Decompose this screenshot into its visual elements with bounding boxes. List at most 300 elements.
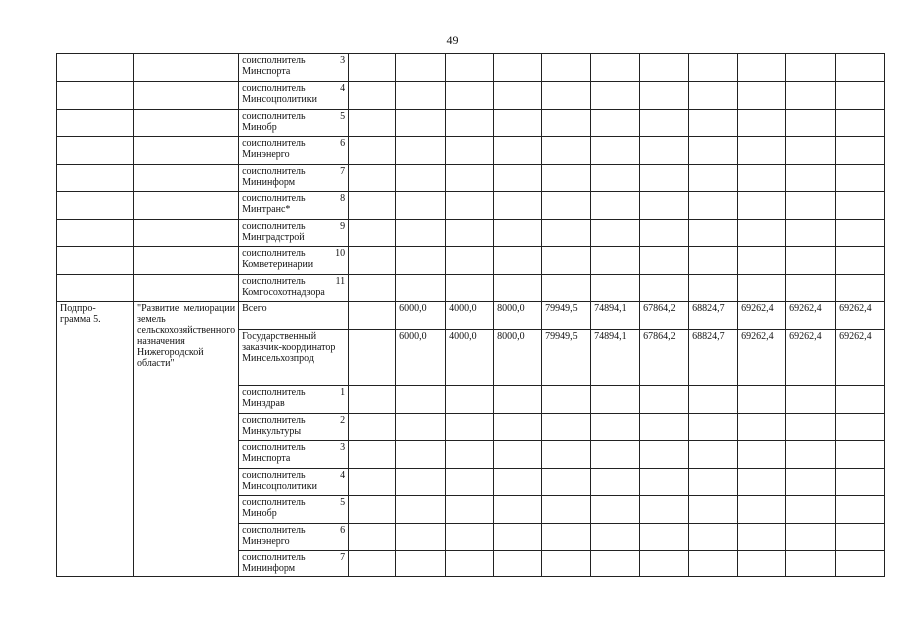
empty-value-cell (542, 137, 591, 165)
empty-value-cell (786, 496, 836, 524)
executor-org: Минтранс* (242, 204, 291, 215)
empty-value-cell (738, 496, 786, 524)
empty-value-cell (738, 413, 786, 441)
empty-value-cell (396, 413, 446, 441)
empty-value-cell (349, 274, 396, 302)
executor-line (242, 221, 345, 232)
empty-value-cell (494, 468, 542, 496)
empty-value-cell (349, 441, 396, 469)
empty-value-cell (836, 109, 885, 137)
executor-line (242, 442, 345, 453)
executor-role: соисполнитель (242, 165, 306, 177)
executor-org: Мининформ (242, 176, 296, 188)
empty-value-cell (494, 82, 542, 110)
empty-value-cell (786, 247, 836, 275)
total-value-cell: 8000,0 (494, 302, 542, 330)
empty-value-cell (738, 468, 786, 496)
empty-value-cell (396, 82, 446, 110)
empty-value-cell (349, 551, 396, 577)
empty-value-cell (494, 523, 542, 551)
empty-value-cell (446, 413, 494, 441)
empty-value-cell (689, 386, 738, 414)
empty-value-cell (396, 386, 446, 414)
empty-value-cell (836, 54, 885, 82)
subprogram-label-line1: Подпро- (60, 303, 96, 314)
empty-value-cell (542, 219, 591, 247)
customer-value-cell: 69262,4 (738, 330, 786, 386)
executor-role: соисполнитель (242, 497, 306, 508)
total-value-cell: 67864,2 (640, 302, 689, 330)
empty-value-cell (640, 109, 689, 137)
table-row (57, 82, 885, 110)
executor-line (242, 111, 345, 122)
description-cell-empty (134, 247, 239, 275)
total-value-cell: 74894,1 (591, 302, 640, 330)
executor-role: соисполнитель (242, 552, 306, 563)
empty-value-cell (396, 441, 446, 469)
empty-value-cell (786, 164, 836, 192)
empty-value-cell (786, 551, 836, 577)
customer-value-cell: 6000,0 (396, 330, 446, 386)
empty-value-cell (396, 54, 446, 82)
empty-value-cell (738, 82, 786, 110)
empty-value-cell (349, 54, 396, 82)
empty-value-cell (640, 386, 689, 414)
description-cell-empty (134, 192, 239, 220)
empty-value-cell (446, 164, 494, 192)
empty-value-cell (446, 192, 494, 220)
executor-role: соисполнитель (242, 110, 306, 122)
empty-value-cell (349, 82, 396, 110)
customer-value-cell: 8000,0 (494, 330, 542, 386)
empty-value-cell (836, 413, 885, 441)
executor-role: соисполнитель (242, 248, 306, 259)
empty-value-cell (591, 441, 640, 469)
executor-cell (239, 164, 349, 192)
empty-value-cell (446, 468, 494, 496)
empty-value-cell (786, 441, 836, 469)
empty-value-cell (689, 192, 738, 220)
empty-value-cell (591, 219, 640, 247)
empty-value-cell (836, 386, 885, 414)
empty-value-cell (542, 523, 591, 551)
empty-value-cell (446, 82, 494, 110)
empty-value-cell (689, 441, 738, 469)
empty-value-cell (542, 551, 591, 577)
empty-value-cell (786, 468, 836, 496)
empty-value-cell (689, 413, 738, 441)
total-value-cell: 79949,5 (542, 302, 591, 330)
executor-cell (239, 247, 349, 275)
empty-value-cell (494, 386, 542, 414)
subprogram-description: "Развитие мелиорации земель сельскохозяйственного назначения Нижегородской области" (134, 302, 239, 577)
executor-org: Комгосохотнадзора (242, 286, 325, 298)
executor-line (242, 276, 345, 287)
total-value-cell: 69262,4 (786, 302, 836, 330)
empty-value-cell (738, 274, 786, 302)
empty-value-cell (542, 274, 591, 302)
executor-cell (239, 137, 349, 165)
empty-value-cell (640, 523, 689, 551)
empty-value-cell (640, 441, 689, 469)
empty-value-cell (786, 109, 836, 137)
executor-index: 7 (340, 165, 346, 177)
executor-org: Минздрав (242, 398, 285, 409)
empty-value-cell (786, 137, 836, 165)
executor-org: Минкультуры (242, 425, 302, 437)
empty-value-cell (836, 468, 885, 496)
executor-index: 4 (340, 469, 346, 481)
empty-value-cell (446, 386, 494, 414)
page-number: 49 (446, 33, 459, 47)
empty-value-cell (640, 164, 689, 192)
empty-value-cell (591, 164, 640, 192)
customer-value-cell: 69262,4 (836, 330, 885, 386)
customer-value-cell: 4000,0 (446, 330, 494, 386)
executor-line (242, 166, 345, 177)
description-cell-empty (134, 54, 239, 82)
table-row (57, 192, 885, 220)
empty-value-cell (640, 468, 689, 496)
empty-value-cell (786, 523, 836, 551)
executor-org: Минсоцполитики (242, 94, 317, 105)
executor-org: Минэнерго (242, 149, 290, 160)
total-value-cell (349, 302, 396, 330)
executor-line (242, 193, 345, 204)
total-label: Всего (239, 302, 349, 330)
empty-value-cell (689, 247, 738, 275)
empty-value-cell (542, 413, 591, 441)
customer-value-cell (349, 330, 396, 386)
executor-line (242, 470, 345, 481)
empty-value-cell (396, 164, 446, 192)
empty-value-cell (542, 386, 591, 414)
empty-value-cell (738, 551, 786, 577)
empty-value-cell (349, 468, 396, 496)
empty-value-cell (640, 137, 689, 165)
executor-org: Минспорта (242, 66, 291, 77)
executor-cell (239, 523, 349, 551)
table-row (57, 219, 885, 247)
executor-index: 9 (340, 220, 346, 232)
empty-value-cell (494, 164, 542, 192)
empty-value-cell (640, 274, 689, 302)
executor-index: 6 (340, 138, 346, 149)
executor-cell (239, 192, 349, 220)
empty-value-cell (396, 523, 446, 551)
empty-value-cell (738, 247, 786, 275)
table-row (57, 247, 885, 275)
empty-value-cell (738, 192, 786, 220)
executor-cell (239, 274, 349, 302)
executor-index: 2 (340, 414, 346, 426)
empty-value-cell (396, 219, 446, 247)
executor-index: 10 (335, 248, 346, 259)
empty-value-cell (494, 192, 542, 220)
empty-value-cell (689, 137, 738, 165)
executor-org: Минобр (242, 508, 277, 519)
empty-value-cell (396, 468, 446, 496)
executor-role: соисполнитель (242, 275, 306, 287)
executor-org: Минсоцполитики (242, 480, 317, 492)
description-cell-empty (134, 274, 239, 302)
empty-value-cell (689, 523, 738, 551)
empty-value-cell (494, 551, 542, 577)
empty-value-cell (738, 219, 786, 247)
executor-cell (239, 413, 349, 441)
subprogram-label-line2: грамма 5. (60, 314, 101, 325)
empty-value-cell (446, 441, 494, 469)
empty-value-cell (786, 82, 836, 110)
program-cell-empty (57, 219, 134, 247)
empty-value-cell (396, 109, 446, 137)
empty-value-cell (689, 164, 738, 192)
executor-index: 1 (340, 387, 346, 398)
empty-value-cell (494, 274, 542, 302)
empty-value-cell (836, 192, 885, 220)
executor-index: 11 (335, 275, 346, 287)
executor-index: 8 (340, 193, 346, 204)
empty-value-cell (494, 219, 542, 247)
empty-value-cell (836, 274, 885, 302)
executor-line (242, 55, 345, 66)
empty-value-cell (542, 247, 591, 275)
empty-value-cell (446, 523, 494, 551)
empty-value-cell (640, 192, 689, 220)
empty-value-cell (591, 274, 640, 302)
empty-value-cell (446, 551, 494, 577)
customer-value-cell: 67864,2 (640, 330, 689, 386)
empty-value-cell (494, 413, 542, 441)
empty-value-cell (738, 523, 786, 551)
empty-value-cell (349, 413, 396, 441)
executor-line (242, 525, 345, 536)
empty-value-cell (689, 219, 738, 247)
empty-value-cell (836, 164, 885, 192)
empty-value-cell (396, 192, 446, 220)
empty-value-cell (591, 109, 640, 137)
description-cell-empty (134, 82, 239, 110)
executor-cell (239, 441, 349, 469)
executor-line (242, 138, 345, 149)
empty-value-cell (591, 496, 640, 524)
empty-value-cell (349, 137, 396, 165)
empty-value-cell (836, 247, 885, 275)
description-cell-empty (134, 109, 239, 137)
table-row (57, 109, 885, 137)
program-cell-empty (57, 109, 134, 137)
empty-value-cell (591, 192, 640, 220)
empty-value-cell (542, 496, 591, 524)
empty-value-cell (836, 82, 885, 110)
program-cell-empty (57, 137, 134, 165)
table-row (57, 274, 885, 302)
description-cell-empty (134, 137, 239, 165)
customer-value-cell: 79949,5 (542, 330, 591, 386)
executor-org: Минградстрой (242, 231, 305, 243)
subprogram-label-cell (57, 302, 134, 577)
empty-value-cell (349, 219, 396, 247)
executor-role: соисполнитель (242, 138, 306, 149)
empty-value-cell (591, 137, 640, 165)
total-value-cell: 68824,7 (689, 302, 738, 330)
program-cell-empty (57, 274, 134, 302)
empty-value-cell (494, 137, 542, 165)
table-body (57, 54, 885, 577)
empty-value-cell (689, 109, 738, 137)
table-row (57, 137, 885, 165)
executor-index: 3 (340, 442, 346, 453)
executor-cell (239, 496, 349, 524)
empty-value-cell (396, 274, 446, 302)
executor-cell (239, 219, 349, 247)
empty-value-cell (591, 551, 640, 577)
empty-value-cell (786, 192, 836, 220)
empty-value-cell (494, 54, 542, 82)
empty-value-cell (738, 137, 786, 165)
empty-value-cell (786, 413, 836, 441)
empty-value-cell (786, 54, 836, 82)
executor-cell (239, 54, 349, 82)
empty-value-cell (640, 247, 689, 275)
empty-value-cell (836, 551, 885, 577)
total-value-cell: 69262,4 (738, 302, 786, 330)
executor-line (242, 415, 345, 426)
total-value-cell: 6000,0 (396, 302, 446, 330)
executor-org: Минобр (242, 121, 277, 133)
empty-value-cell (689, 274, 738, 302)
executor-index: 4 (340, 83, 346, 94)
empty-value-cell (446, 109, 494, 137)
table-row (57, 164, 885, 192)
empty-value-cell (349, 523, 396, 551)
executor-line (242, 248, 345, 259)
executor-org: Минспорта (242, 453, 291, 464)
empty-value-cell (349, 192, 396, 220)
empty-value-cell (494, 109, 542, 137)
customer-value-cell: 69262,4 (786, 330, 836, 386)
empty-value-cell (591, 247, 640, 275)
executor-role: соисполнитель (242, 55, 306, 66)
executor-role: соисполнитель (242, 83, 306, 94)
empty-value-cell (738, 164, 786, 192)
executor-role: соисполнитель (242, 524, 306, 536)
empty-value-cell (738, 386, 786, 414)
empty-value-cell (591, 413, 640, 441)
customer-value-cell: 74894,1 (591, 330, 640, 386)
empty-value-cell (689, 496, 738, 524)
executor-role: соисполнитель (242, 220, 306, 232)
executor-index: 5 (340, 497, 346, 508)
executor-role: соисполнитель (242, 387, 306, 398)
empty-value-cell (640, 219, 689, 247)
empty-value-cell (446, 496, 494, 524)
executor-cell (239, 551, 349, 577)
empty-value-cell (640, 82, 689, 110)
empty-value-cell (542, 82, 591, 110)
empty-value-cell (349, 109, 396, 137)
total-value-cell: 69262,4 (836, 302, 885, 330)
empty-value-cell (396, 247, 446, 275)
program-cell-empty (57, 82, 134, 110)
empty-value-cell (542, 192, 591, 220)
empty-value-cell (640, 551, 689, 577)
empty-value-cell (349, 386, 396, 414)
executor-line (242, 497, 345, 508)
program-cell-empty (57, 192, 134, 220)
empty-value-cell (396, 496, 446, 524)
empty-value-cell (640, 413, 689, 441)
executor-role: соисполнитель (242, 414, 306, 426)
empty-value-cell (446, 247, 494, 275)
empty-value-cell (738, 109, 786, 137)
executor-line (242, 387, 345, 398)
empty-value-cell (494, 441, 542, 469)
empty-value-cell (836, 219, 885, 247)
empty-value-cell (494, 496, 542, 524)
empty-value-cell (786, 274, 836, 302)
empty-value-cell (836, 441, 885, 469)
empty-value-cell (349, 496, 396, 524)
description-cell-empty (134, 164, 239, 192)
empty-value-cell (689, 551, 738, 577)
empty-value-cell (689, 54, 738, 82)
executor-role: соисполнитель (242, 442, 306, 453)
program-table (56, 53, 885, 577)
executor-index: 7 (340, 552, 346, 563)
executor-line (242, 552, 345, 563)
empty-value-cell (689, 468, 738, 496)
executor-role: соисполнитель (242, 193, 306, 204)
executor-index: 5 (340, 110, 346, 122)
executor-cell (239, 109, 349, 137)
empty-value-cell (494, 247, 542, 275)
empty-value-cell (542, 468, 591, 496)
empty-value-cell (349, 247, 396, 275)
executor-role: соисполнитель (242, 469, 306, 481)
empty-value-cell (446, 274, 494, 302)
empty-value-cell (446, 137, 494, 165)
empty-value-cell (836, 523, 885, 551)
empty-value-cell (786, 386, 836, 414)
empty-value-cell (738, 441, 786, 469)
empty-value-cell (591, 386, 640, 414)
empty-value-cell (542, 54, 591, 82)
empty-value-cell (591, 468, 640, 496)
executor-index: 3 (340, 55, 346, 66)
empty-value-cell (396, 137, 446, 165)
empty-value-cell (349, 164, 396, 192)
table-row (57, 302, 885, 330)
executor-org: Комветеринарии (242, 259, 314, 270)
total-value-cell: 4000,0 (446, 302, 494, 330)
empty-value-cell (446, 219, 494, 247)
empty-value-cell (689, 82, 738, 110)
executor-cell (239, 386, 349, 414)
empty-value-cell (591, 523, 640, 551)
empty-value-cell (738, 54, 786, 82)
executor-cell (239, 468, 349, 496)
customer-label: Государственный заказчик-координатор Минсельхозпрод (239, 330, 349, 386)
empty-value-cell (836, 496, 885, 524)
program-cell-empty (57, 247, 134, 275)
customer-value-cell: 68824,7 (689, 330, 738, 386)
executor-cell (239, 82, 349, 110)
empty-value-cell (640, 496, 689, 524)
empty-value-cell (542, 441, 591, 469)
executor-index: 6 (340, 524, 346, 536)
executor-line (242, 83, 345, 94)
